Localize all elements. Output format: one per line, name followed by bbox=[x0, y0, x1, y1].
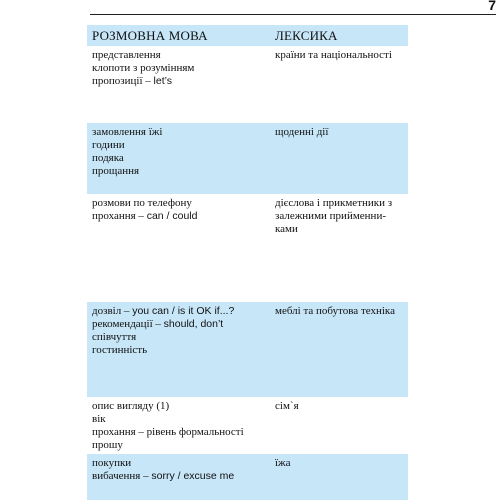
speech-line: вік bbox=[92, 413, 106, 425]
vocab-cell: дієслова і прикметники з залежними прийменни-ками bbox=[275, 197, 393, 235]
speech-line: прошу bbox=[92, 439, 123, 451]
vocab-cell: сім`я bbox=[275, 400, 299, 412]
speech-line: гостинність bbox=[92, 344, 148, 356]
speech-line: години bbox=[92, 139, 125, 151]
vocab-cell: щоденні дії bbox=[275, 126, 329, 138]
table-row bbox=[87, 123, 408, 194]
page-number: 7 bbox=[488, 0, 496, 13]
speech-line: співчуття bbox=[92, 331, 137, 343]
speech-line: прохання – can / could bbox=[92, 210, 198, 222]
speech-line: прощання bbox=[92, 165, 140, 177]
table-row bbox=[87, 194, 408, 302]
speech-cell bbox=[87, 123, 275, 194]
table-row bbox=[87, 454, 408, 500]
speech-line: покупки bbox=[92, 457, 132, 469]
speech-line: розмови по телефону bbox=[92, 197, 192, 209]
speech-line: вибачення – sorry / excuse me bbox=[92, 470, 235, 482]
table-row bbox=[87, 46, 408, 123]
speech-line: рекомендації – should, don’t bbox=[92, 318, 224, 330]
speech-cell bbox=[87, 397, 275, 454]
vocab-cell: меблі та побутова техніка bbox=[275, 305, 395, 317]
speech-line: представлення bbox=[92, 49, 161, 61]
speech-line: клопоти з розумінням bbox=[92, 62, 195, 74]
top-rule bbox=[90, 14, 496, 15]
speech-cell bbox=[87, 46, 275, 123]
speech-line: пропозиції – let’s bbox=[92, 75, 172, 87]
syllabus-table bbox=[87, 25, 408, 500]
speech-line: дозвіл – you can / is it OK if...? bbox=[92, 305, 235, 317]
table-header bbox=[87, 25, 408, 46]
header-speech: РОЗМОВНА МОВА bbox=[92, 28, 208, 43]
header-vocab: ЛЕКСИКА bbox=[275, 28, 338, 43]
speech-cell bbox=[87, 194, 275, 302]
speech-line: замовлення їжі bbox=[92, 126, 163, 138]
vocab-cell: їжа bbox=[275, 457, 291, 469]
speech-line: прохання – рівень формальності bbox=[92, 426, 244, 438]
vocab-cell: країни та національності bbox=[275, 49, 392, 61]
speech-cell bbox=[87, 454, 275, 500]
speech-cell bbox=[87, 302, 275, 397]
speech-line: подяка bbox=[92, 152, 124, 164]
table-row bbox=[87, 302, 408, 397]
table-row bbox=[87, 397, 408, 454]
speech-line: опис вигляду (1) bbox=[92, 400, 170, 412]
